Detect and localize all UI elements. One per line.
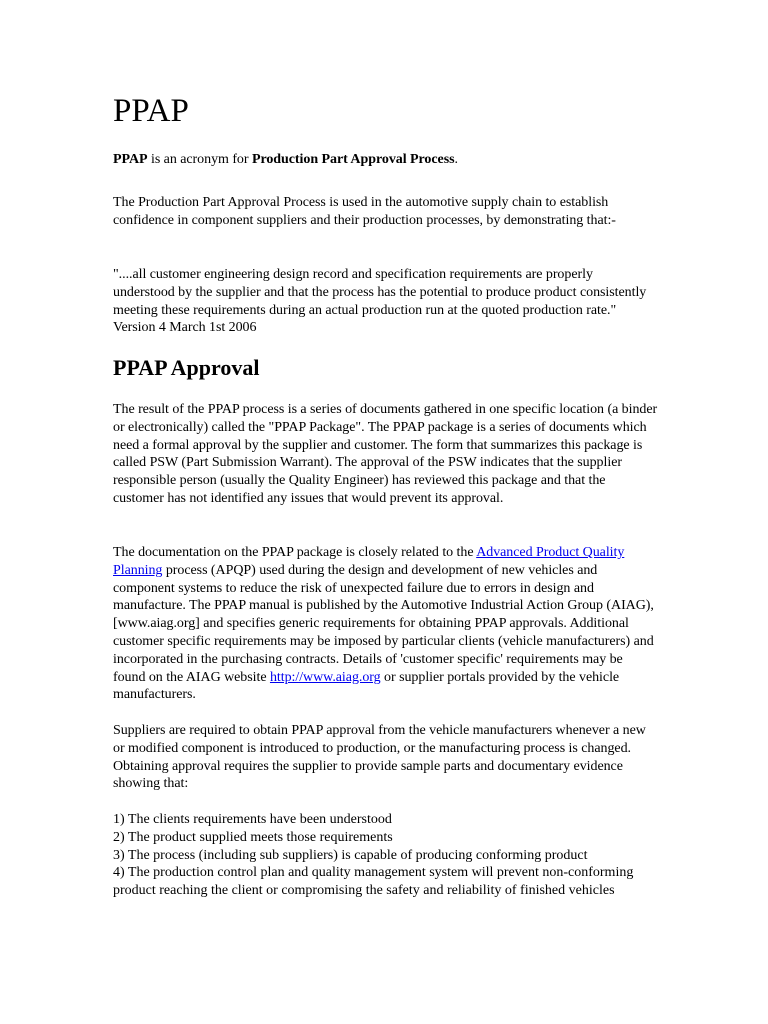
documentation-paragraph [113,544,658,704]
documentation-end: or supplier portals provided by the vehicle manufacturers. [113,669,620,703]
page-title: PPAP [113,93,189,129]
documentation-body: process (APQP) used during the design and development of new vehicles and component systems to reduce the risk of unexpected failure due to errors in design and manufacture. The PPAP manual is published by the Automotive Industrial Action Group (AIAG), [www.aiag.org] and specifies generic requirements for obtaining PPAP approvals. Additional customer specific requirements may be imposed by particular clients (vehicle manufacturers) and incorporated in the purchasing contracts. Details of 'customer specific' requirements may be found on the AIAG website [113,562,654,685]
intro-term: PPAP [113,152,148,167]
aiag-link[interactable]: http://www.aiag.org [269,669,381,685]
quote-paragraph: "....all customer engineering design record and specification requirements are properly understood by the supplier and that the process has the potential to produce product consistently meeting these requirements during an actual production run at the quoted production rate." Version 4 March 1st 2006 [113,267,647,336]
intro-paragraph [113,151,658,169]
requirements-list [113,811,658,900]
intro-expansion: Production Part Approval Process [251,152,455,167]
approval-heading: PPAP Approval [113,355,260,380]
suppliers-paragraph: Suppliers are required to obtain PPAP approval from the vehicle manufacturers whenever a new or modified component is introduced to production, or the manufacturing process is changed. Obtaining approval requires the supplier to provide sample parts and documentary evidence showing that: [113,723,646,792]
documentation-intro: The documentation on the PPAP package is closely related to the [113,545,477,560]
intro-middle: is an acronym for [147,152,252,167]
list-item: 1) The clients requirements have been understood [113,812,392,827]
list-item: 4) The production control plan and quality management system will prevent non-conforming product reaching the client or compromising the safety and reliability of finished vehicles [113,865,634,899]
list-item: 2) The product supplied meets those requirements [113,829,393,845]
intro-end: . [454,152,458,167]
definition-paragraph: The Production Part Approval Process is used in the automotive supply chain to establish confidence in component suppliers and their production processes, by demonstrating that:- [113,195,616,228]
approval-paragraph: The result of the PPAP process is a series of documents gathered in one specific location (a binder or electronically) called the "PPAP Package". The PPAP package is a series of documents which need a formal approval by the supplier and customer. The form that summarizes this package is called PSW (Part Submission Warrant). The approval of the PSW indicates that the supplier responsible person (usually the Quality Engineer) has reviewed this package and that the customer has not identified any issues that would prevent its approval. [113,402,658,506]
apqp-link[interactable]: Advanced Product Quality Planning [113,545,625,578]
list-item: 3) The process (including sub suppliers) is capable of producing conforming product [113,847,588,863]
